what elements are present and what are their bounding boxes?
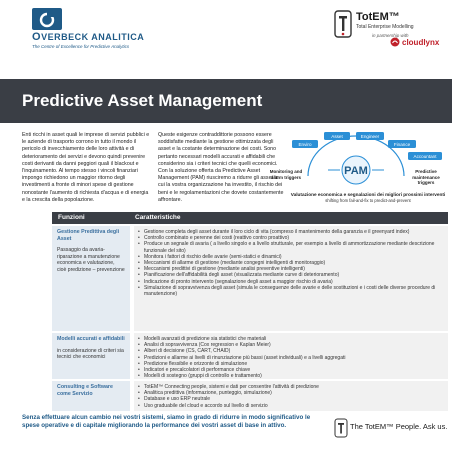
function-title: Consulting e Software come Servizio	[57, 384, 113, 397]
overbeck-name: OVERBECK ANALITICA	[32, 31, 145, 43]
totem-logo-icon	[333, 9, 353, 39]
feature-item: • Simulazione di sopravvivenza degli asset (simula le conseguenze delle avarie e delle sostituzioni e i costi delle diverse procedure di manutenzione)	[138, 285, 444, 297]
table-row	[52, 226, 448, 331]
page-header	[0, 0, 452, 66]
feature-item: • Produce un segnale di avaria ( a livello singolo e a livello strutturale, per esempio a livello di ammortizzazione mediante descrizione funzionale del sito)	[138, 241, 444, 253]
pam-node-enviro	[292, 140, 318, 148]
intro-paragraph-left: Enti ricchi in asset quali le imprese di servizi pubblici e le aziende di trasporto corrono in tutto il mondo il pericolo di invecchiamento delle loro attività e di deterioramento dei servizi e devono quindi prevenire costi derivanti da danni peggiori quali il blackout e l'inquinamento. Al tempo stesso i vincoli finanziari impongo richiedono un maggior ritorno degli investimenti a fronte di minori spese di gestione nonostante l'aumento di richiesta d'acqua e di energia e la crescita della popolazione.	[22, 132, 150, 203]
feature-item: • Modelli di sostegno (gruppi di controllo e trattamento)	[138, 373, 444, 379]
totem-footer-logo-icon	[334, 418, 348, 438]
function-title: Modelli accurati e affidabili	[57, 336, 125, 342]
feature-item: • Analitica predittiva (informazione, punteggio, simulazione)	[138, 390, 444, 396]
pam-node-enviro-label: Enviro	[298, 142, 312, 147]
pam-caption-sub: shifting from fail-and-fix to predict-and-prevent	[325, 198, 411, 203]
cloudlynx-icon	[390, 37, 400, 47]
pam-node-accountant	[408, 152, 442, 160]
features-cell	[134, 381, 448, 411]
features-cell	[134, 226, 448, 331]
function-desc: Passaggio da avaria-riparazione a manutenzione economica e valutazione, cioè predizione – prevenzione	[57, 247, 125, 273]
feature-item: • TotEM™ Connecting people, sistemi e dati per consentire l'attività di predizione	[138, 384, 444, 390]
pam-node-asset-label: Asset	[331, 134, 343, 139]
pam-caption: Valutazione economica e segnalazioni dei migliori prossimi interventi	[290, 192, 446, 197]
feature-item: • Indicatori e precalcolatori di performance chiave	[138, 367, 444, 373]
features-table	[52, 212, 448, 408]
feature-item: • Meccanismi di allarme di gestione (mediante congegni intelligenti di monitoraggio)	[138, 260, 444, 266]
page-title: Predictive Asset Management	[22, 91, 263, 110]
footer-slogan: The TotEM™ People. Ask us.	[350, 422, 448, 431]
cloudlynx-name: cloudlynx	[402, 38, 440, 47]
feature-item: • Pianificazione dell'affidabilità degli asset (visualizzata mediante curve di deterioramento)	[138, 272, 444, 278]
table-row	[52, 381, 448, 411]
feature-item: • Controllo combinato e perenne dei costi (reattivo contro proattivo)	[138, 235, 444, 241]
function-cell	[52, 333, 130, 379]
partner-label: in partnership with	[372, 33, 409, 38]
overbeck-logo-icon	[32, 8, 62, 30]
feature-item: • Predizione flessibile e orizzonte di simulazione	[138, 361, 444, 367]
pam-node-engineer	[356, 132, 384, 140]
pam-node-engineer-label: Engineer	[360, 134, 380, 139]
pam-node-accountant-label: Accountant	[413, 154, 437, 159]
pam-node-finance-label: Finance	[393, 142, 411, 147]
feature-item: • Indicazione di pronto intervento (segnalazione degli asset a maggior rischio di avaria)	[138, 279, 444, 285]
monitoring-trigger-label: Monitoring and alarm triggers	[269, 169, 303, 180]
title-banner	[0, 79, 452, 123]
feature-item: • Modelli avanzati di predizione sia statistici che materiali	[138, 336, 444, 342]
pam-node-asset	[324, 132, 350, 140]
totem-name: TotEM™	[356, 11, 400, 23]
feature-item: • Predizioni e allarme ai livelli di rinunziazione più bassi (asset individuali) e a livelli aggregati	[138, 355, 444, 361]
feature-item: • Alberi di decisione (CS, CART, CHAID)	[138, 348, 444, 354]
function-cell	[52, 381, 130, 411]
header-functions: Funzioni	[58, 214, 85, 221]
predictive-trigger-label: Predictive maintenance triggers	[412, 169, 440, 185]
totem-tagline: Total Enterprise Modelling	[356, 24, 414, 30]
intro-paragraph-middle: Queste esigenze contraddittorie possono essere soddisfatte mediante la gestione ottimizzata degli asset e la costante determinazione dei costi. Sono pertanto necessari modelli accurati e affidabili che considerino sia i criteri tecnici che quelli economici. Con la soluzione offerta da Predictive Asset Management (PAM) riusciremo a ridurre gli asset in cui la vostra organizzazione ha investito, il rischio dei beni e le regolamentazioni che dovete costantemente affrontare.	[158, 132, 284, 203]
feature-item: • Uso graduabile del cloud e accordo sul livello di servizio	[138, 403, 444, 409]
function-cell	[52, 226, 130, 331]
pam-node-finance	[388, 140, 416, 148]
feature-item: • Gestione completa degli asset durante il loro ciclo di vita (compreso il mantenimento della garanzia e il greenyard index)	[138, 229, 444, 235]
feature-item: • Analisi di sopravvivenza (Cox regression e Kaplan Meier)	[138, 342, 444, 348]
footer-statement: Senza effettuare alcun cambio nei vostri sistemi, siamo in grado di ridurre in modo significativo le spese operative e di capitale migliorando la performance dei vostri asset di base in attivo.	[22, 414, 311, 430]
table-header	[52, 212, 448, 224]
function-desc: in considerazione di criteri sia tecnici che economici	[57, 347, 124, 360]
features-cell	[134, 333, 448, 379]
feature-item: • Monitora i fattori di rischio delle avarie (semi-statici e dinamici)	[138, 254, 444, 260]
feature-item: • Database e uso ERP neutrale	[138, 396, 444, 402]
feature-item: • Meccanismi predittivi di gestione (mediante analisi preventive intelligenti)	[138, 266, 444, 272]
function-title: Gestione Predittiva degli Asset	[57, 229, 120, 242]
header-features: Caratteristiche	[135, 214, 181, 221]
pam-center-label: PAM	[344, 165, 368, 177]
overbeck-tagline: The Centre of Excellence for Predictive Analytics	[32, 44, 130, 49]
table-row	[52, 333, 448, 379]
